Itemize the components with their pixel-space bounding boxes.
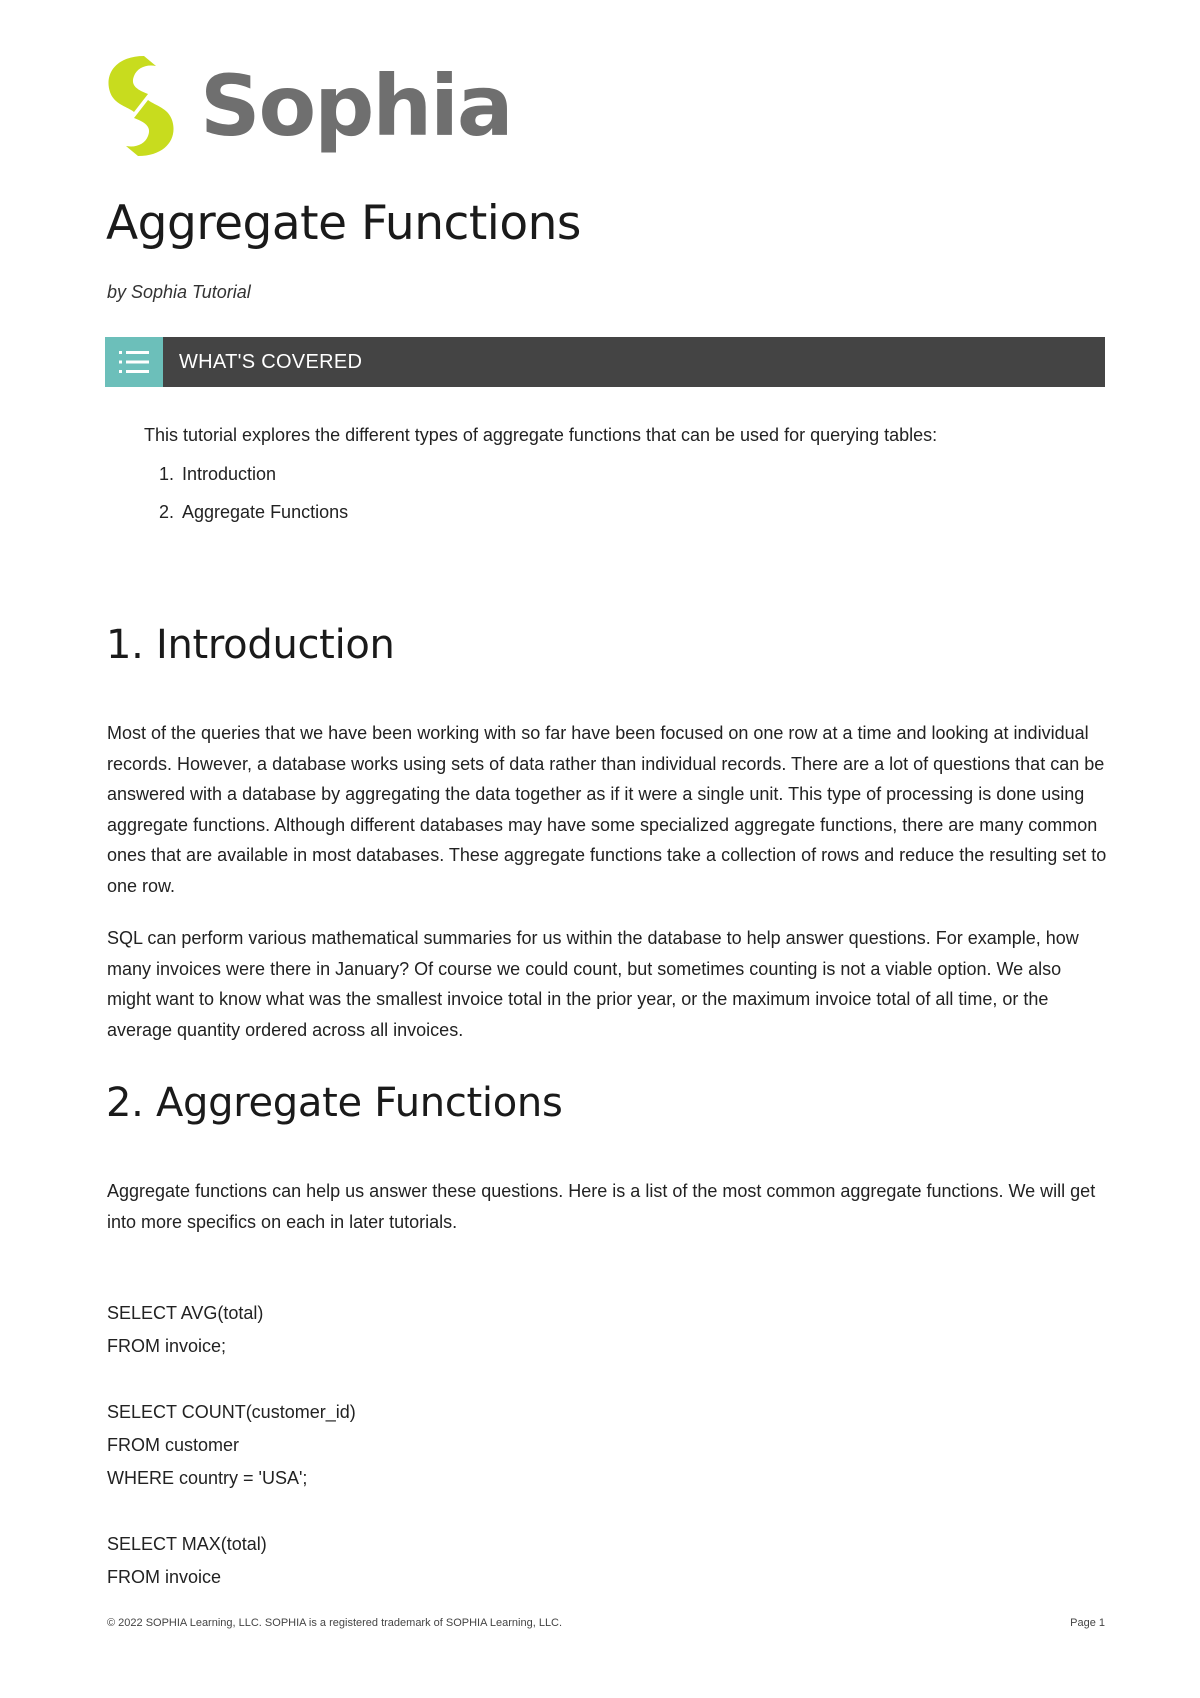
section-heading-introduction: 1. Introduction: [106, 622, 395, 668]
sophia-wordmark: Sophia: [200, 57, 512, 155]
sophia-logo: [104, 54, 512, 158]
code-line: [107, 1495, 356, 1528]
list-item: [144, 464, 348, 502]
list-icon: [105, 337, 163, 387]
code-line: FROM customer: [107, 1435, 240, 1455]
byline: by Sophia Tutorial: [107, 282, 251, 302]
copyright-text: © 2022 SOPHIA Learning, LLC. SOPHIA is a registered trademark of SOPHIA Learning, LLC.: [107, 1617, 563, 1629]
list-item-text: Aggregate Functions: [182, 502, 349, 522]
code-line: SELECT AVG(total): [107, 1303, 264, 1323]
page-title: Aggregate Functions: [106, 196, 581, 251]
covered-intro-text: This tutorial explores the different types of aggregate functions that can be used for querying tables:: [144, 425, 938, 445]
code-line: WHERE country = 'USA';: [107, 1468, 308, 1488]
code-line: SELECT MAX(total): [107, 1534, 267, 1554]
whats-covered-label: WHAT'S COVERED: [179, 350, 363, 373]
list-item-text: Introduction: [182, 464, 277, 484]
code-line: FROM invoice: [107, 1567, 222, 1587]
list-item-number: 1.: [158, 464, 174, 484]
page-footer: [107, 1617, 1105, 1629]
paragraph: Most of the queries that we have been working with so far have been focused on one row at a time and looking at individual records. However, a database works using sets of data rather than individual records. There are a lot of questions that can be answered with a database by aggregating the data together as if it were a single unit. This type of processing is done using aggregate functions. Although different databases may have some specialized aggregate functions, there are many common ones that are available in most databases. These aggregate functions take a collection of rows and reduce the resulting set to one row.: [107, 723, 1107, 896]
paragraph: SQL can perform various mathematical summaries for us within the database to help answer questions. For example, how many invoices were there in January? Of course we could count, but sometimes counting is not a viable option. We also might want to know what was the smallest invoice total in the prior year, or the maximum invoice total of all time, or the average quantity ordered across all invoices.: [107, 928, 1079, 1040]
covered-list: [144, 464, 348, 540]
paragraph: Aggregate functions can help us answer these questions. Here is a list of the most common aggregate functions. We will get into more specifics on each in later tutorials.: [107, 1181, 1096, 1232]
list-item-number: 2.: [158, 502, 174, 522]
section-heading-aggregate-functions: 2. Aggregate Functions: [106, 1080, 563, 1126]
list-item: [144, 502, 348, 540]
code-line: FROM invoice;: [107, 1336, 227, 1356]
sql-code-block: [107, 1297, 356, 1594]
code-line: [107, 1363, 356, 1396]
page-number: Page 1: [1070, 1617, 1105, 1629]
whats-covered-banner: [105, 337, 1105, 387]
code-line: SELECT COUNT(customer_id): [107, 1402, 356, 1422]
sophia-logo-icon: [104, 54, 178, 158]
